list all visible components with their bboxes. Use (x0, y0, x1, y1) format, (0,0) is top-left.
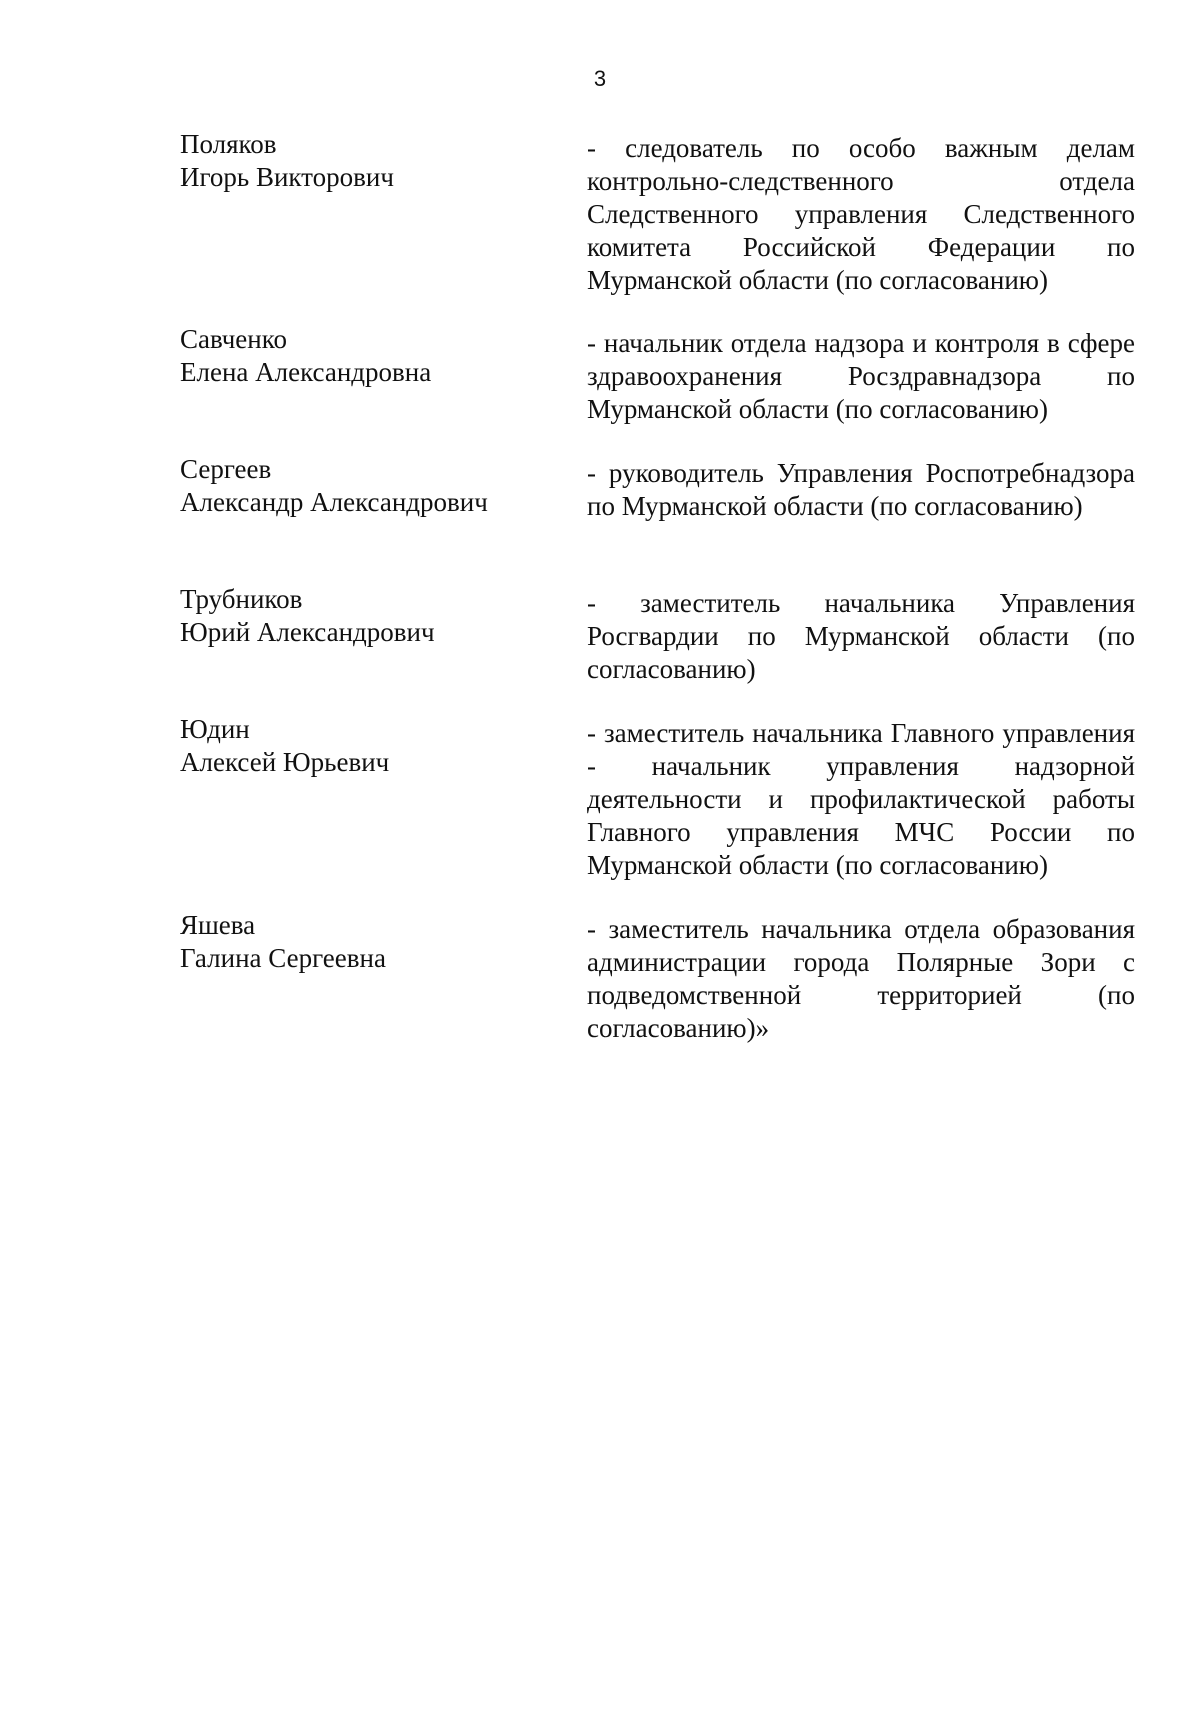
member-surname: Трубников (180, 584, 303, 614)
member-given-names: Александр Александрович (180, 487, 488, 517)
member-surname: Поляков (180, 129, 277, 159)
member-surname: Сергеев (180, 454, 272, 484)
member-name (180, 909, 540, 975)
member-position: - заместитель начальника отдела образования администрации города Полярные Зори с подведомственной территорией (по согласованию)» (587, 914, 1135, 1043)
member-name (180, 453, 540, 519)
member-given-names: Алексей Юрьевич (180, 747, 390, 777)
member-surname: Яшева (180, 910, 256, 940)
member-name (180, 128, 540, 194)
member-given-names: Игорь Викторович (180, 162, 394, 192)
member-name (180, 583, 540, 649)
member-position: - начальник отдела надзора и контроля в сфере здравоохранения Росздравнадзора по Мурманской области (по согласованию) (587, 328, 1135, 424)
member-position: - руководитель Управления Роспотребнадзора по Мурманской области (по согласованию) (587, 458, 1135, 521)
member-name (180, 713, 540, 779)
page-number: 3 (593, 66, 607, 91)
member-surname: Юдин (180, 714, 250, 744)
member-given-names: Галина Сергеевна (180, 943, 386, 973)
member-given-names: Елена Александровна (180, 357, 432, 387)
member-name (180, 323, 540, 389)
member-given-names: Юрий Александрович (180, 617, 435, 647)
member-position: - следователь по особо важным делам контрольно-следственного отдела Следственного управления Следственного комитета Российской Федерации по Мурманской области (по согласованию) (587, 133, 1135, 295)
member-position: - заместитель начальника Главного управления - начальник управления надзорной деятельности и профилактической работы Главного управления МЧС России по Мурманской области (по согласованию) (587, 718, 1135, 880)
member-surname: Савченко (180, 324, 287, 354)
member-position: - заместитель начальника Управления Росгвардии по Мурманской области (по согласованию) (587, 588, 1135, 684)
